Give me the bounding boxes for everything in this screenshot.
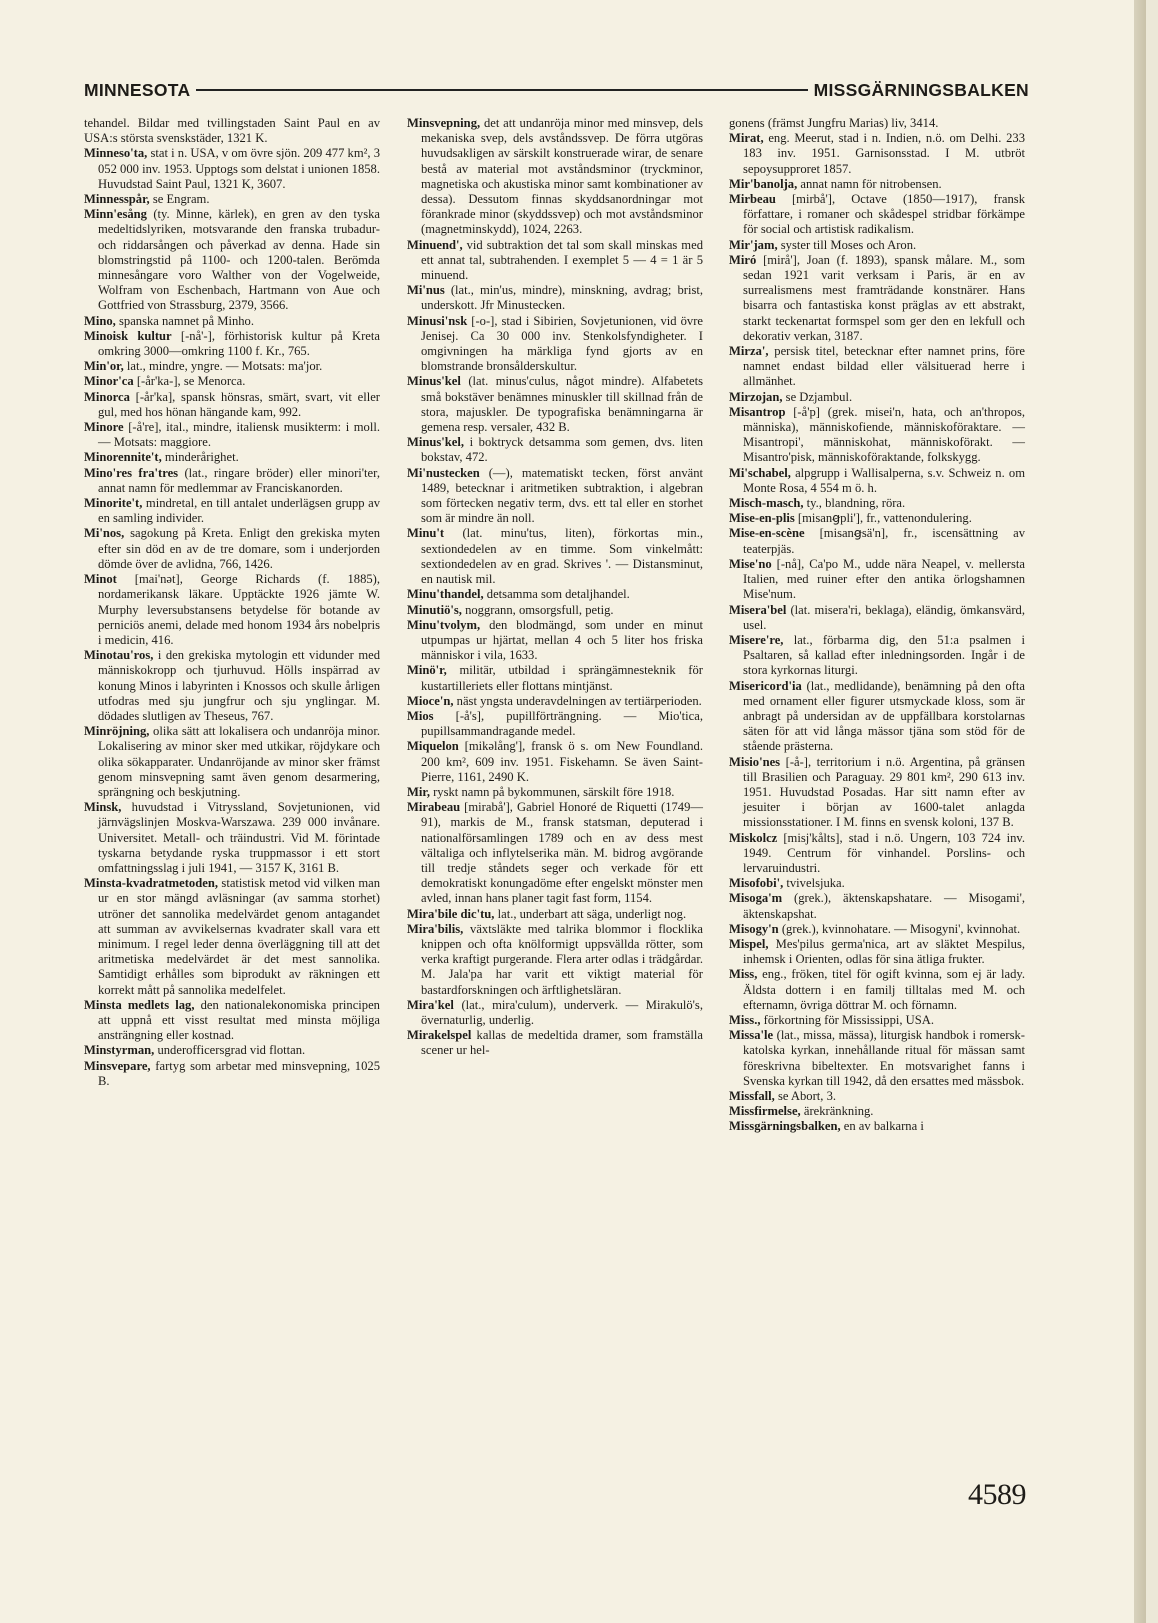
entry-definition: [-år'ka-], se Menorca. — [133, 374, 246, 389]
dictionary-entry — [84, 800, 380, 876]
entry-headword: Missgärningsbalken, — [729, 1119, 841, 1134]
dictionary-entry — [729, 466, 1025, 496]
dictionary-entry — [407, 739, 703, 785]
entry-definition: ryskt namn på bykommunen, särskilt före 1918. — [429, 784, 675, 799]
dictionary-entry — [84, 450, 380, 465]
entry-headword: Minorca — [84, 389, 130, 404]
entry-definition: ty., blandning, röra. — [803, 496, 906, 511]
entry-headword: Minu'tvolym, — [407, 617, 481, 632]
entry-definition: fartyg som arbetar med minsvepning, 1025 B. — [98, 1058, 380, 1088]
running-header — [84, 78, 1029, 102]
entry-definition: (grek.), kvinnohatare. — Misogyni', kvinnohat. — [778, 921, 1021, 936]
entry-headword: Misoga'm — [729, 891, 783, 906]
entry-headword: Mino'res fra'tres — [84, 465, 179, 480]
entry-headword: Missa'le — [729, 1028, 774, 1043]
entry-headword: Mise-en-scène — [729, 526, 805, 541]
dictionary-entry — [407, 374, 703, 435]
entry-definition: stat i n. USA, v om övre sjön. 209 477 km², 3 052 000 inv. 1953. Upptogs som delstat i unionen 1858. Huvudstad Saint Paul, 1321 K, 3607. — [98, 146, 380, 191]
dictionary-entry — [84, 116, 380, 146]
entry-headword: Mirzojan, — [729, 389, 783, 404]
dictionary-entry — [407, 314, 703, 375]
entry-headword: Mise'no — [729, 556, 772, 571]
entry-definition: se Dzjambul. — [782, 389, 853, 404]
column-2 — [407, 116, 703, 1059]
dictionary-entry — [729, 390, 1025, 405]
entry-headword: Mirbeau — [729, 192, 776, 207]
entry-definition: växtsläkte med talrika blommor i flocklika knippen och ofta knölformigt uppsvällda rötter, som verka kraftigt purgerande. Flera arter odlas i trädgårdar. M. Jala'pa har varit ett viktigt material för bastardforskningen och ärftlighetsläran. — [421, 921, 703, 997]
entry-headword: Misofobi', — [729, 876, 784, 891]
entry-definition: (lat., ringare bröder) eller minori'ter, annat namn för medlemmar av Franciskanorden. — [98, 465, 380, 495]
header-rule — [196, 89, 807, 90]
dictionary-entry — [729, 1013, 1025, 1028]
entry-headword: Mir'banolja, — [729, 176, 798, 191]
entry-definition: se Abort, 3. — [774, 1089, 837, 1103]
entry-headword: Minotau'ros, — [84, 648, 154, 663]
entry-definition: [mirbå'], Octave (1850—1917), fransk författare, i romaner och skådespel stridbar förkämpe för social och artistisk radikalism. — [743, 192, 1025, 237]
entry-headword: Misantrop — [729, 404, 786, 419]
entry-definition: [mirå'], Joan (f. 1893), spansk målare. M., som sedan 1921 varit verksam i Paris, är en av surrealismens mest framträdande konstnärer. Hans bisarra och fantastiska konst präglas av ett abstrakt, starkt teckenartat formspel som ger den en lekfull och dekorativ verkan, 3187. — [743, 252, 1025, 343]
dictionary-entry — [729, 116, 1025, 131]
dictionary-entry — [407, 694, 703, 709]
dictionary-entry — [407, 1028, 703, 1058]
entry-headword: Minus'kel, — [407, 435, 465, 450]
dictionary-entry — [729, 1028, 1025, 1089]
entry-headword: Misio'nes — [729, 754, 781, 769]
entry-definition: i boktryck detsamma som gemen, dvs. liten bokstav, 472. — [421, 435, 703, 465]
entry-definition: (lat. minu'tus, liten), förkortas min., sextiondedelen av en timme. Som vinkelmått: sextiondedelen av en grad. Skrives '. — Distansminut, en nautisk mil. — [421, 526, 703, 587]
header-right-guideword: MISSGÄRNINGSBALKEN — [813, 79, 1029, 100]
entry-definition: [-nå], Ca'po M., udde nära Neapel, v. mellersta Italien, med ruiner efter den antika örlogshamnen Mise'num. — [743, 556, 1025, 602]
entry-headword: Mispel, — [729, 936, 769, 951]
dictionary-entry — [729, 679, 1025, 755]
entry-definition: [misanꞡpli'], fr., vattenondulering. — [794, 511, 972, 526]
entry-headword: Minsk, — [84, 800, 122, 815]
dictionary-entry — [729, 922, 1025, 937]
entry-definition: lat., mindre, yngre. — Motsats: ma'jor. — [123, 359, 323, 374]
dictionary-entry — [84, 876, 380, 998]
dictionary-entry — [729, 253, 1025, 344]
entry-headword: Mira'bilis, — [407, 921, 464, 936]
entry-headword: Minor'ca — [84, 374, 134, 389]
entry-definition: tvivelsjuka. — [783, 876, 845, 891]
entry-headword: Minu'thandel, — [407, 587, 484, 602]
dictionary-entry — [407, 603, 703, 618]
entry-headword: Mi'nos, — [84, 526, 125, 541]
page-number: 4589 — [968, 1478, 1026, 1511]
dictionary-entry — [729, 177, 1025, 192]
entry-headword: Mi'schabel, — [729, 465, 791, 480]
dictionary-entry — [84, 724, 380, 800]
dictionary-entry — [729, 755, 1025, 831]
dictionary-entry — [407, 998, 703, 1028]
entry-definition: i den grekiska mytologin ett vidunder med människokropp och tjurhuvud. Hölls inspärrad av konung Minos i labyrinten i Knossos och skulle årligen utfodras med sju jungfrur och sju ynglingar. M. dödades slutligen av Theseus, 767. — [98, 648, 380, 723]
entry-headword: Miró — [729, 252, 757, 267]
dictionary-entry — [407, 283, 703, 313]
entry-definition: det att undanröja minor med minsvep, dels mekaniska svep, dels avståndssvep. De förra utgöras huvudsakligen av särskilt konstruerade wirar, de senare bestå av material mot avståndsminor (tryckminor, magnetiska och akustiska minor samt kombinationer av dessa). Dessutom finnas skyddsanordningar mot förankrade minor (skyddssvep) och mot avståndsminor (magnetminskydd), 1024, 2263. — [421, 116, 703, 237]
entry-definition: (lat. minus'culus, något mindre). Alfabetets små bokstäver benämnes minuskler till skillnad från de stora, majuskler. De typografiska benämningarna är gemena resp. versaler, 432 B. — [421, 374, 703, 435]
dictionary-entry — [729, 192, 1025, 238]
dictionary-entry — [84, 572, 380, 648]
dictionary-entry — [84, 1059, 380, 1089]
entry-headword: Missfall, — [729, 1089, 775, 1103]
dictionary-entry — [729, 633, 1025, 679]
entry-headword: Miskolcz — [729, 830, 778, 845]
entry-definition: (lat., mira'culum), underverk. — Mirakulö's, övernaturlig, underlig. — [421, 997, 703, 1027]
entry-definition: [-nå'-], förhistorisk kultur på Kreta omkring 3000—omkring 1100 f. Kr., 765. — [98, 328, 380, 359]
dictionary-entry — [84, 526, 380, 572]
dictionary-entry — [84, 390, 380, 420]
entry-headword: Missfirmelse, — [729, 1104, 801, 1119]
dictionary-entry — [729, 1119, 1025, 1134]
entry-definition: (ty. Minne, kärlek), en gren av den tyska medeltidslyriken, motsvarande den franska trubadur- och riddarsången och påverkad av denna. Hade sin blomstringstid på 1100- och 1200-talen. Berömda minnesångare voro Walther von der Vogelweide, Wolfram von Eschenbach, Hartmann von Aue och Gottfried von Strassburg, 2379, 3566. — [98, 207, 380, 313]
dictionary-entry — [84, 1043, 380, 1058]
entry-definition: [-år'ka], spansk hönsras, smärt, svart, vit eller gul, med hos hönan hängande kam, 992. — [98, 389, 380, 419]
entry-headword: Minsvepning, — [407, 116, 481, 130]
dictionary-entry — [729, 238, 1025, 253]
dictionary-entry — [84, 648, 380, 724]
entry-headword: Minsvepare, — [84, 1058, 151, 1073]
entry-headword: Minore — [84, 420, 124, 435]
entry-definition: näst yngsta underavdelningen av tertiärperioden. — [453, 693, 702, 708]
entry-definition: eng. Meerut, stad i n. Indien, n.ö. om Delhi. 233 183 inv. 1951. Garnisonsstad. I M. utbröt sepoysupproret 1857. — [743, 131, 1025, 176]
entry-definition: Mes'pilus germa'nica, art av släktet Mespilus, inhemsk i Orienten, odlas för sina ätliga frukter. — [743, 936, 1025, 967]
dictionary-entry — [407, 922, 703, 998]
dictionary-entry — [407, 663, 703, 693]
entry-headword: Min'or, — [84, 359, 124, 374]
entry-definition: [-å's], pupillförträngning. — Mio'tica, pupillsammandragande medel. — [421, 708, 703, 739]
dictionary-entry — [84, 314, 380, 329]
entry-headword: Minsta-kvadratmetoden, — [84, 876, 218, 891]
entry-headword: Mioce'n, — [407, 693, 454, 708]
dictionary-entry — [407, 466, 703, 527]
entry-definition: ärekränkning. — [800, 1104, 874, 1119]
dictionary-entry — [729, 511, 1025, 526]
entry-headword: Mi'nustecken — [407, 465, 480, 480]
entry-headword: Misch-masch, — [729, 496, 804, 511]
dictionary-entry — [407, 526, 703, 587]
dictionary-entry — [84, 496, 380, 526]
dictionary-entry — [729, 131, 1025, 177]
entry-definition: den nationalekonomiska principen att uppnå ett visst resultat med minsta möjliga ansträngning eller kostnad. — [98, 997, 380, 1043]
entry-headword: Minusi'nsk — [407, 313, 468, 328]
entry-definition: sagokung på Kreta. Enligt den grekiska myten efter sin död en av de tre domare, som i underjorden dömde över de avlidna, 766, 1426. — [98, 526, 380, 571]
entry-headword: Mirza', — [729, 344, 769, 359]
entry-definition: syster till Moses och Aron. — [777, 237, 917, 252]
entry-headword: Miquelon — [407, 739, 459, 754]
entry-headword: Mir, — [407, 784, 430, 799]
page-edge — [1134, 0, 1146, 1623]
entry-headword: Minn'esång — [84, 207, 147, 222]
entry-headword: Mios — [407, 708, 434, 723]
entry-headword: Minröjning, — [84, 724, 150, 739]
entry-headword: Mirabeau — [407, 800, 461, 815]
dictionary-entry — [729, 876, 1025, 891]
entry-headword: Minoisk kultur — [84, 328, 172, 343]
entry-definition: minderårighet. — [161, 450, 239, 465]
entry-definition: (lat., medlidande), benämning på den ofta med ornament eller figurer utsmyckade kloss, som är anbragt på undersidan av de uppfällbara korstolarnas säten för att vid långa mässor tjäna som stöd för de stående prästerna. — [743, 678, 1025, 754]
entry-definition: militär, utbildad i sprängämnesteknik för kustartilleriets eller flottans mintjänst. — [421, 663, 703, 693]
entry-definition: (—), matematiskt tecken, först använt 1489, betecknar i aritmetiken subtraktion, i algebran som förtecken negativ term, dvs. ett tal eller en storhet som är mindre än noll. — [421, 465, 703, 526]
entry-definition: (lat. misera'ri, beklaga), eländig, ömkansvärd, usel. — [743, 602, 1025, 632]
entry-definition: vid subtraktion det tal som skall minskas med ett annat tal, subtrahenden. I exemplet 5 — 4 = 1 är 5 minuend. — [421, 237, 703, 283]
entry-headword: Misere're, — [729, 632, 784, 647]
header-left-guideword: MINNESOTA — [84, 79, 191, 100]
entry-definition: spanska namnet på Minho. — [115, 313, 254, 328]
dictionary-entry — [84, 374, 380, 389]
dictionary-entry — [729, 603, 1025, 633]
entry-headword: Minnesspår, — [84, 192, 150, 207]
entry-headword: Misericord'ia — [729, 678, 802, 693]
entry-definition: [-å're], ital., mindre, italiensk musikterm: i moll. — Motsats: maggiore. — [98, 420, 380, 450]
entry-headword: Mira'bile dic'tu, — [407, 906, 495, 921]
dictionary-entry — [84, 998, 380, 1044]
dictionary-entry — [84, 207, 380, 313]
dictionary-entry — [84, 146, 380, 192]
entry-headword: Minorennite't, — [84, 450, 162, 465]
dictionary-entry — [729, 937, 1025, 967]
entry-definition: [-å-], territorium i n.ö. Argentina, på gränsen till Brasilien och Paraguay. 29 801 km², 290 613 inv. 1951. Huvudstad Posadas. Har sitt namn efter av jesuiter i början av 1600-talet anlagda missionsstationer. I M. finns en svensk koloni, 137 B. — [743, 754, 1025, 830]
dictionary-entry — [407, 435, 703, 465]
entry-headword: Minuend', — [407, 237, 463, 252]
entry-headword: Minsta medlets lag, — [84, 997, 195, 1012]
entry-headword: Misera'bel — [729, 602, 787, 617]
dictionary-entry — [729, 1089, 1025, 1104]
entry-headword: Miss., — [729, 1012, 761, 1027]
entry-headword: Minorite't, — [84, 496, 143, 511]
entry-definition: [misj'kålts], stad i n.ö. Ungern, 103 724 inv. 1949. Centrum för vinhandel. Porslins- och lervaruindustri. — [743, 830, 1025, 875]
entry-definition: (lat., missa, mässa), liturgisk handbok i romersk-katolska kyrkan, innehållande ritual för mässan samt föreskrivna bibeltexter. En motsvarighet fanns i Svenska kyrkan till 1942, då den ersattes med mässbok. — [743, 1028, 1025, 1088]
dictionary-entry — [407, 618, 703, 664]
entry-definition: mindretal, en till antalet underlägsen grupp av en samling individer. — [98, 496, 380, 526]
entry-definition: underofficersgrad vid flottan. — [154, 1043, 306, 1058]
entry-definition: [-o-], stad i Sibirien, Sovjetunionen, vid övre Jenisej. Ca 30 000 inv. Stenkolsfyndigheter. I omgivningen ha märkliga fynd gjorts av en blomstrande bronsålderskultur. — [421, 313, 703, 374]
entry-definition: se Engram. — [149, 192, 210, 207]
entry-headword: Mirakelspel — [407, 1028, 472, 1043]
entry-definition: huvudstad i Vitryssland, Sovjetunionen, vid järnvägslinjen Moskva-Warszawa. 239 000 invånare. Universitet. Metall- och träindustri. Vid M. förintade tyskarna betydande ryska truppmassor i ett stort omfattningsslag i juli 1941, — 3157 K, 3161 B. — [98, 800, 380, 875]
entry-definition: [mirabå'], Gabriel Honoré de Riquetti (1749—91), markis de M., fransk statsman, deputerad i nationalförsamlingen 1789 och en av dess mest vältaliga och inflytelserika män. M. bidrog avgörande till tredje ståndets seger och verkade för ett demokratiskt konungadöme efter engelskt mönster men avled, innan hans planer tagit fast form, 1154. — [421, 800, 703, 906]
entry-definition: kallas de medeltida dramer, som framställa scener ur hel- — [421, 1028, 703, 1058]
entry-definition: (lat., min'us, mindre), minskning, avdrag; brist, underskott. Jfr Minustecken. — [421, 283, 703, 313]
entry-headword: Minus'kel — [407, 374, 461, 389]
entry-definition: [misanꞡsä'n], fr., iscensättning av teaterpjäs. — [743, 526, 1025, 556]
dictionary-entry — [407, 907, 703, 922]
dictionary-entry — [729, 405, 1025, 466]
dictionary-entry — [407, 116, 703, 238]
dictionary-entry — [729, 496, 1025, 511]
entry-headword: Mira'kel — [407, 997, 454, 1012]
entry-definition: olika sätt att lokalisera och undanröja minor. Lokalisering av minor sker med utkikar, röjdykare och olika sökapparater. Undanröjande av minor sker främst genom minsvepning samt även genom desarmering, sprängning och beskjutning. — [98, 724, 380, 799]
entry-definition: (grek.), äktenskapshatare. — Misogami', äktenskapshat. — [743, 891, 1025, 921]
dictionary-entry — [84, 466, 380, 496]
entry-headword: Minstyrman, — [84, 1043, 155, 1058]
dictionary-entry — [407, 785, 703, 800]
entry-definition: alpgrupp i Wallisalperna, s.v. Schweiz n. om Monte Rosa, 4 554 m ö. h. — [743, 465, 1025, 495]
dictionary-entry — [407, 238, 703, 284]
entry-definition: förkortning för Mississippi, USA. — [760, 1012, 935, 1027]
entry-headword: Misogy'n — [729, 921, 779, 936]
dictionary-entry — [729, 1104, 1025, 1119]
entry-headword: Minu't — [407, 526, 445, 541]
entry-definition: persisk titel, betecknar efter namnet prins, före namnet endast bildad eller välsituerad herre i allmänhet. — [743, 344, 1025, 389]
dictionary-entry — [729, 526, 1025, 556]
entry-headword: Minot — [84, 572, 117, 587]
dictionary-entry — [84, 359, 380, 374]
dictionary-entry — [84, 192, 380, 207]
entry-definition: statistisk metod vid vilken man ur en stor mängd avläsningar (av samma storhet) utröner det sannolika medelvärdet genom antagandet att summan av avvikelsernas kvadrater skall vara ett minimum. I regel leder denna överläggning till att det aritmetiska medelvärdet är det mest sannolika. Samtidigt erhålles som biprodukt av räkningen ett korrekt mått på sannolika medelfelet. — [98, 876, 380, 997]
dictionary-entry — [729, 557, 1025, 603]
entry-headword: Mino, — [84, 313, 116, 328]
dictionary-entry — [407, 800, 703, 906]
entry-definition: lat., underbart att säga, underligt nog. — [494, 906, 687, 921]
entry-headword: Miss, — [729, 967, 758, 982]
entry-definition: [-å'p] (grek. misei'n, hata, och an'thropos, människa), människofiende, människoföraktare. — Misantropi', människohat, människoförakt. — Misantro'pisk, människoföraktande, folkskygg. — [743, 404, 1025, 465]
entry-definition: gonens (främst Jungfru Marias) liv, 3414. — [729, 116, 939, 130]
entry-headword: Mir'jam, — [729, 237, 778, 252]
entry-definition: eng., fröken, titel för ogift kvinna, som ej är lady. Äldsta dottern i en familj tilltalas med M. och efternamn, övriga döttrar M. och förnamn. — [743, 967, 1025, 1012]
entry-headword: Minö'r, — [407, 663, 447, 678]
column-3 — [729, 116, 1025, 1135]
dictionary-entry — [407, 709, 703, 739]
dictionary-entry — [84, 329, 380, 359]
entry-headword: Minneso'ta, — [84, 146, 148, 161]
dictionary-entry — [729, 967, 1025, 1013]
entry-definition: tehandel. Bildar med tvillingstaden Saint Paul en av USA:s största svenskstäder, 1321 K. — [84, 116, 380, 146]
column-1 — [84, 116, 380, 1089]
dictionary-entry — [729, 344, 1025, 390]
entry-definition: noggrann, omsorgsfull, petig. — [461, 602, 614, 617]
entry-definition: lat., förbarma dig, den 51:a psalmen i Psaltaren, så kallad efter inledningsorden. Ingår i de stora kyrkornas liturgi. — [743, 632, 1025, 678]
entry-definition: [mai'nət], George Richards (f. 1885), nordamerikansk läkare. Upptäckte 1926 jämte W. Murphy leversubstansens betydelse för botande av perniciös anemi, delade med honom 1934 års nobelpris i medicin, 416. — [98, 572, 380, 647]
dictionary-entry — [729, 831, 1025, 877]
entry-headword: Minutiö's, — [407, 602, 462, 617]
entry-definition: detsamma som detaljhandel. — [483, 587, 630, 602]
entry-definition: annat namn för nitrobensen. — [797, 176, 942, 191]
dictionary-entry — [407, 587, 703, 602]
dictionary-entry — [84, 420, 380, 450]
entry-headword: Mise-en-plis — [729, 511, 795, 526]
entry-definition: [mikəlång'], fransk ö s. om New Foundland. 200 km², 609 inv. 1951. Fiskehamn. Se även Saint-Pierre, 1161, 2490 K. — [421, 739, 703, 784]
entry-definition: en av balkarna i — [840, 1119, 924, 1134]
entry-headword: Mi'nus — [407, 283, 445, 298]
dictionary-entry — [729, 891, 1025, 921]
entry-headword: Mirat, — [729, 131, 764, 146]
entry-definition: den blodmängd, som under en minut utpumpas ur hjärtat, mellan 4 och 5 liter hos friska människor i vila, 1633. — [421, 617, 703, 663]
